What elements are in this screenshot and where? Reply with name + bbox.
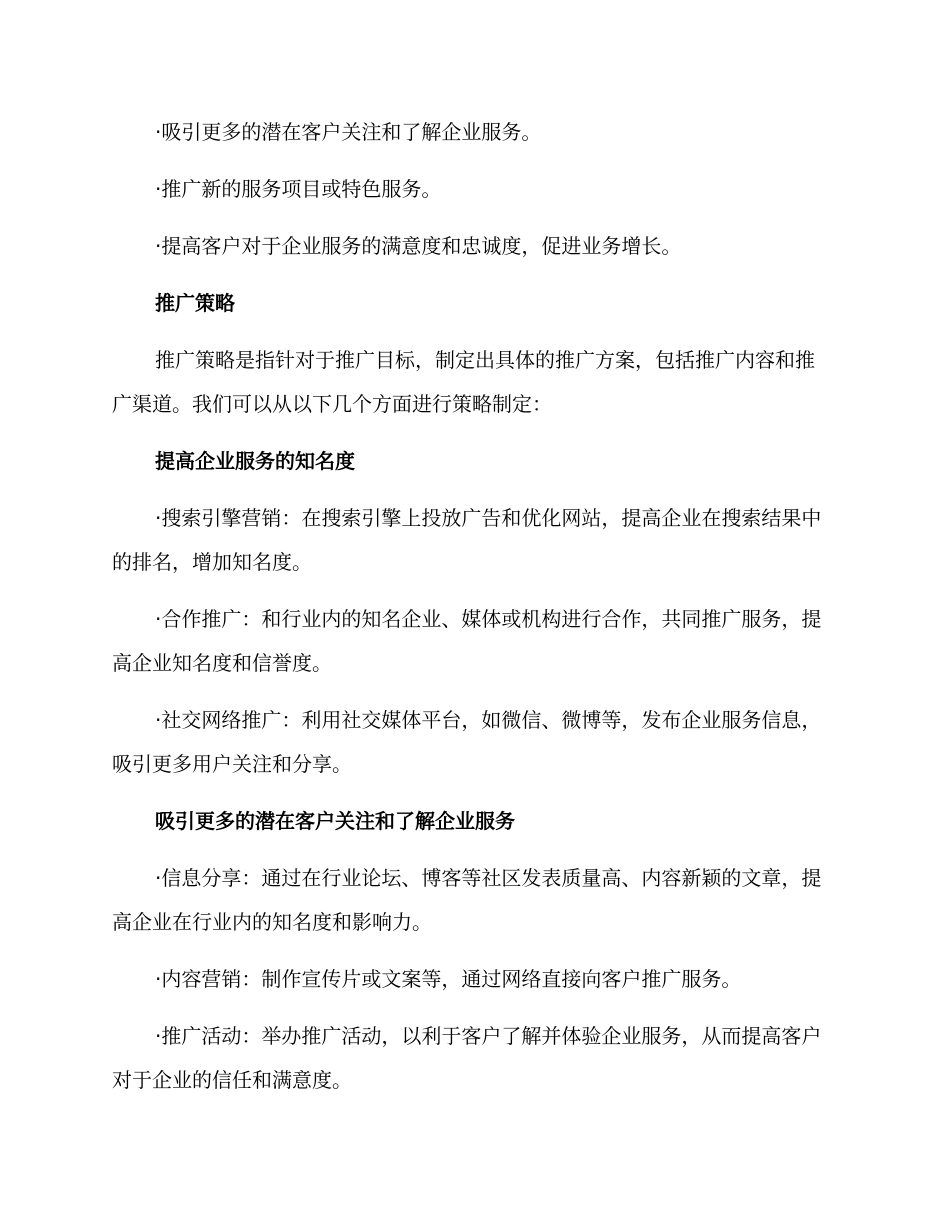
strategy-paragraph: 推广策略是指针对于推广目标，制定出具体的推广方案，包括推广内容和推广渠道。我们可以从以下几个方面进行策略制定：	[112, 348, 815, 416]
section2-bullet-2: ·内容营销：制作宣传片或文案等，通过网络直接向客户推广服务。	[155, 967, 742, 991]
section1-bullet-3: ·社交网络推广：利用社交媒体平台，如微信、微博等，发布企业服务信息，吸引更多用户关注和分享。	[112, 708, 822, 776]
section1-bullet-1: ·搜索引擎营销：在搜索引擎上投放广告和优化网站，提高企业在搜索结果中的排名，增加知名度。	[112, 506, 822, 574]
section1-heading: 提高企业服务的知名度	[155, 449, 355, 473]
intro-bullet-2: ·推广新的服务项目或特色服务。	[155, 177, 442, 201]
section2-heading: 吸引更多的潜在客户关注和了解企业服务	[155, 809, 515, 833]
intro-bullet-3: ·提高客户对于企业服务的满意度和忠诚度，促进业务增长。	[155, 234, 682, 258]
section2-bullet-1: ·信息分享：通过在行业论坛、博客等社区发表质量高、内容新颖的文章，提高企业在行业内的知名度和影响力。	[112, 866, 822, 934]
intro-bullet-1: ·吸引更多的潜在客户关注和了解企业服务。	[155, 120, 542, 144]
strategy-heading: 推广策略	[155, 291, 235, 315]
section2-bullet-3: ·推广活动：举办推广活动，以利于客户了解并体验企业服务，从而提高客户对于企业的信任和满意度。	[112, 1024, 822, 1092]
section1-bullet-2: ·合作推广：和行业内的知名企业、媒体或机构进行合作，共同推广服务，提高企业知名度和信誉度。	[112, 607, 822, 675]
